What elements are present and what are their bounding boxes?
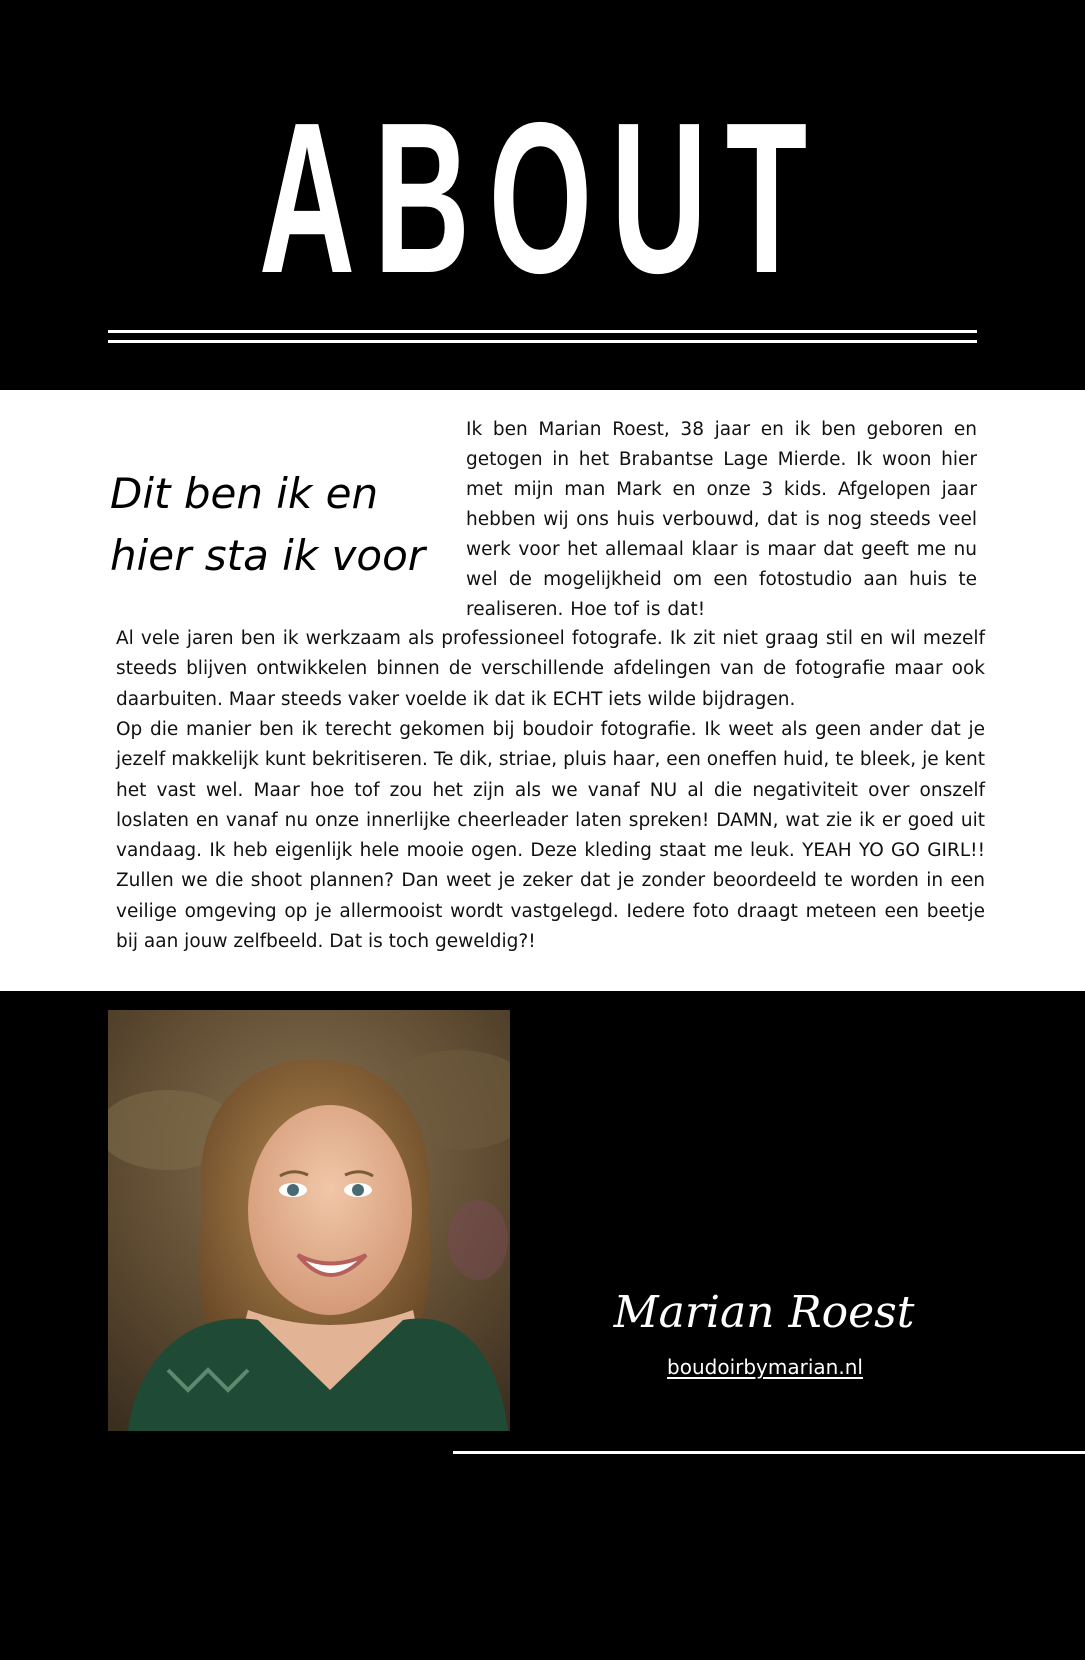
portrait-illustration [108,1010,510,1431]
tagline [110,463,450,587]
header-section [0,0,1085,390]
page-title: ABOUT [258,77,826,318]
website-link[interactable]: boudoirbymarian.nl [667,1355,863,1379]
body-paragraph-2: Op die manier ben ik terecht gekomen bij boudoir fotografie. Ik weet als geen ander dat je jezelf makkelijk kunt bekritiseren. Te dik, striae, pluis haar, een oneffen huid, te bleek, je kent het vast wel. Maar hoe tof zou het zijn als we vanaf NU al die negativiteit over onszelf loslaten en vanaf nu onze innerlijke cheerleader laten spreken! DAMN, wat zie ik er goed uit vandaag. Ik heb eigenlijk hele mooie ogen. Deze kleding staat me leuk. YEAH YO GO GIRL!! Zullen we die shoot plannen? Dan weet je zeker dat je zonder beoordeeld te worden in een veilige omgeving op je allermooist wordt vastgelegd. Iedere foto draagt meteen een beetje bij aan jouw zelfbeeld. Dat is toch geweldig?! [116,719,985,953]
signature-graphic [628,1580,928,1660]
about-content [0,390,1085,991]
signature: Marian Roest [613,1287,915,1338]
tagline-line2: hier sta ik voor [110,531,426,580]
title-rule-bottom [108,340,977,343]
portrait-photo [108,1010,510,1431]
intro-paragraph: Ik ben Marian Roest, 38 jaar en ik ben geboren en getogen in het Brabantse Lage Mierde. Ik woon hier met mijn man Mark en onze 3 kids. Afgelopen jaar hebben wij ons huis verbouwd, dat is nog steeds veel werk voor het allemaal klaar is maar dat geeft me nu wel de mogelijkheid om een fotostudio aan huis te realiseren. Hoe tof is dat! [466,419,977,620]
title-rule-top [108,330,977,333]
body-paragraph-1: Al vele jaren ben ik werkzaam als professioneel fotografe. Ik zit niet graag stil en wil mezelf steeds blijven ontwikkelen binnen de verschillende afdelingen van de fotografie maar ook daarbuiten. Maar steeds vaker voelde ik dat ik ECHT iets wilde bijdragen. [116,628,985,710]
bottom-rule [453,1451,1085,1454]
tagline-line1: Dit ben ik en [110,469,379,518]
